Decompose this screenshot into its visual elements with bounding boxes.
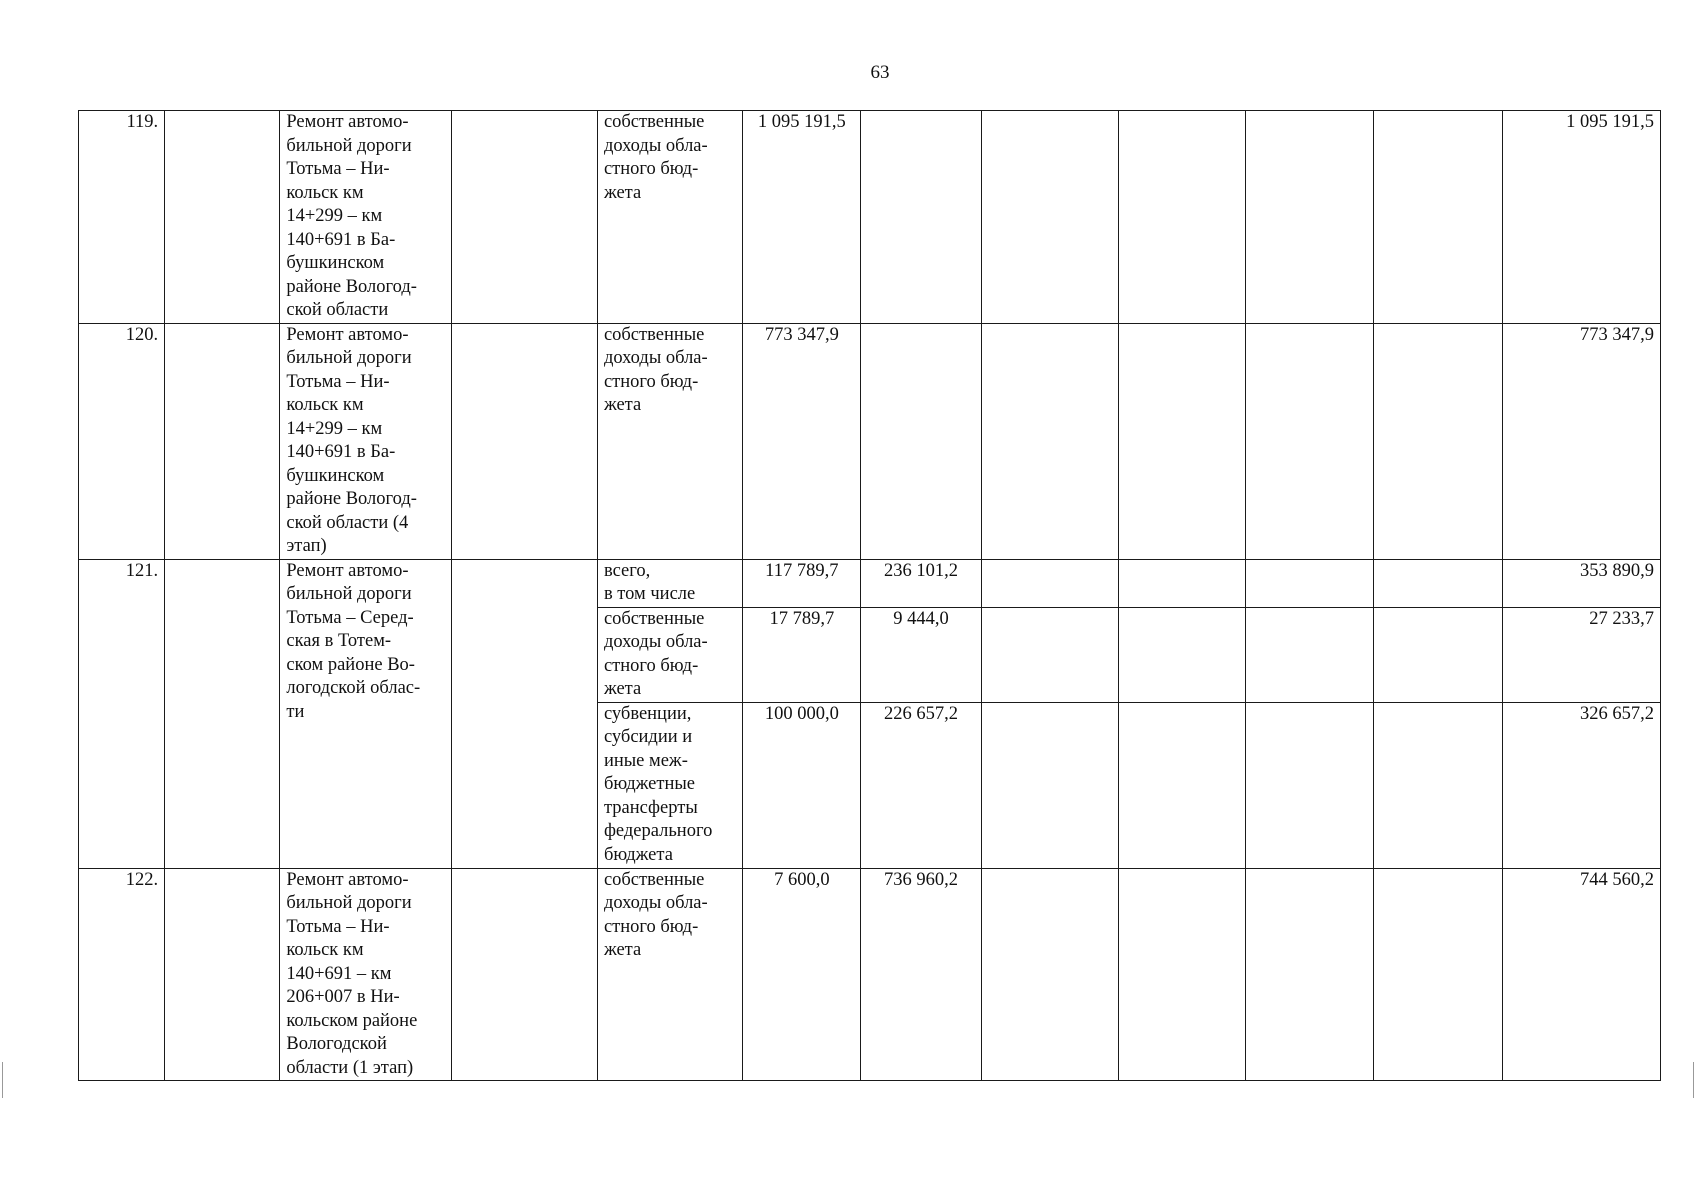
object-name: Ремонт автомо- бильной дороги Тотьма – Ни- кольск км 14+299 – км 140+691 в Ба- бушкинском районе Вологод- ской области <box>280 111 451 324</box>
table-row <box>79 323 1661 559</box>
scan-edge-right <box>1693 1062 1694 1098</box>
funding-source: субвенции, субсидии и иные меж- бюджетные трансферты федерального бюджета <box>597 702 742 868</box>
empty-cell <box>1118 111 1245 324</box>
empty-cell <box>981 323 1118 559</box>
total-value: 326 657,2 <box>1502 702 1660 868</box>
empty-cell <box>1246 868 1374 1081</box>
empty-cell <box>1374 111 1502 324</box>
empty-cell <box>165 868 280 1081</box>
year2-value <box>861 323 981 559</box>
empty-cell <box>1246 559 1374 607</box>
row-number: 121. <box>79 559 165 868</box>
empty-cell <box>981 111 1118 324</box>
year2-value: 226 657,2 <box>861 702 981 868</box>
budget-table <box>78 110 1661 1081</box>
table-row <box>79 559 1661 607</box>
empty-cell <box>1374 323 1502 559</box>
empty-cell <box>1374 559 1502 607</box>
year2-value: 736 960,2 <box>861 868 981 1081</box>
year1-value: 100 000,0 <box>743 702 861 868</box>
page-number: 63 <box>870 62 890 83</box>
empty-cell <box>1118 559 1245 607</box>
year1-value: 17 789,7 <box>743 607 861 702</box>
empty-cell <box>165 111 280 324</box>
empty-cell <box>1374 607 1502 702</box>
scan-edge-left <box>2 1062 3 1098</box>
year1-value: 1 095 191,5 <box>743 111 861 324</box>
empty-cell <box>981 702 1118 868</box>
table-row <box>79 868 1661 1081</box>
empty-cell <box>1118 702 1245 868</box>
total-value: 1 095 191,5 <box>1502 111 1660 324</box>
empty-cell <box>451 868 597 1081</box>
year1-value: 117 789,7 <box>743 559 861 607</box>
empty-cell <box>1246 607 1374 702</box>
empty-cell <box>1118 607 1245 702</box>
funding-source: собственные доходы обла- стного бюд- жета <box>597 607 742 702</box>
year2-value: 236 101,2 <box>861 559 981 607</box>
empty-cell <box>451 323 597 559</box>
empty-cell <box>981 868 1118 1081</box>
empty-cell <box>165 323 280 559</box>
object-name: Ремонт автомо- бильной дороги Тотьма – Ни- кольск км 14+299 – км 140+691 в Ба- бушкинском районе Вологод- ской области (4 этап) <box>280 323 451 559</box>
total-value: 744 560,2 <box>1502 868 1660 1081</box>
empty-cell <box>1374 868 1502 1081</box>
empty-cell <box>165 559 280 868</box>
funding-source: собственные доходы обла- стного бюд- жета <box>597 868 742 1081</box>
total-value: 27 233,7 <box>1502 607 1660 702</box>
empty-cell <box>1118 868 1245 1081</box>
year2-value: 9 444,0 <box>861 607 981 702</box>
funding-source: всего, в том числе <box>597 559 742 607</box>
total-value: 773 347,9 <box>1502 323 1660 559</box>
empty-cell <box>1246 111 1374 324</box>
empty-cell <box>981 559 1118 607</box>
empty-cell <box>981 607 1118 702</box>
funding-source: собственные доходы обла- стного бюд- жета <box>597 323 742 559</box>
year2-value <box>861 111 981 324</box>
row-number: 119. <box>79 111 165 324</box>
empty-cell <box>1246 323 1374 559</box>
table-row <box>79 111 1661 324</box>
object-name: Ремонт автомо- бильной дороги Тотьма – Ни- кольск км 140+691 – км 206+007 в Ни- кольском районе Вологодской области (1 этап) <box>280 868 451 1081</box>
empty-cell <box>1246 702 1374 868</box>
empty-cell <box>451 559 597 868</box>
empty-cell <box>1118 323 1245 559</box>
year1-value: 7 600,0 <box>743 868 861 1081</box>
empty-cell <box>451 111 597 324</box>
total-value: 353 890,9 <box>1502 559 1660 607</box>
object-name: Ремонт автомо- бильной дороги Тотьма – Серед- ская в Тотем- ском районе Во- логодской облас- ти <box>280 559 451 868</box>
row-number: 122. <box>79 868 165 1081</box>
funding-source: собственные доходы обла- стного бюд- жета <box>597 111 742 324</box>
empty-cell <box>1374 702 1502 868</box>
row-number: 120. <box>79 323 165 559</box>
year1-value: 773 347,9 <box>743 323 861 559</box>
